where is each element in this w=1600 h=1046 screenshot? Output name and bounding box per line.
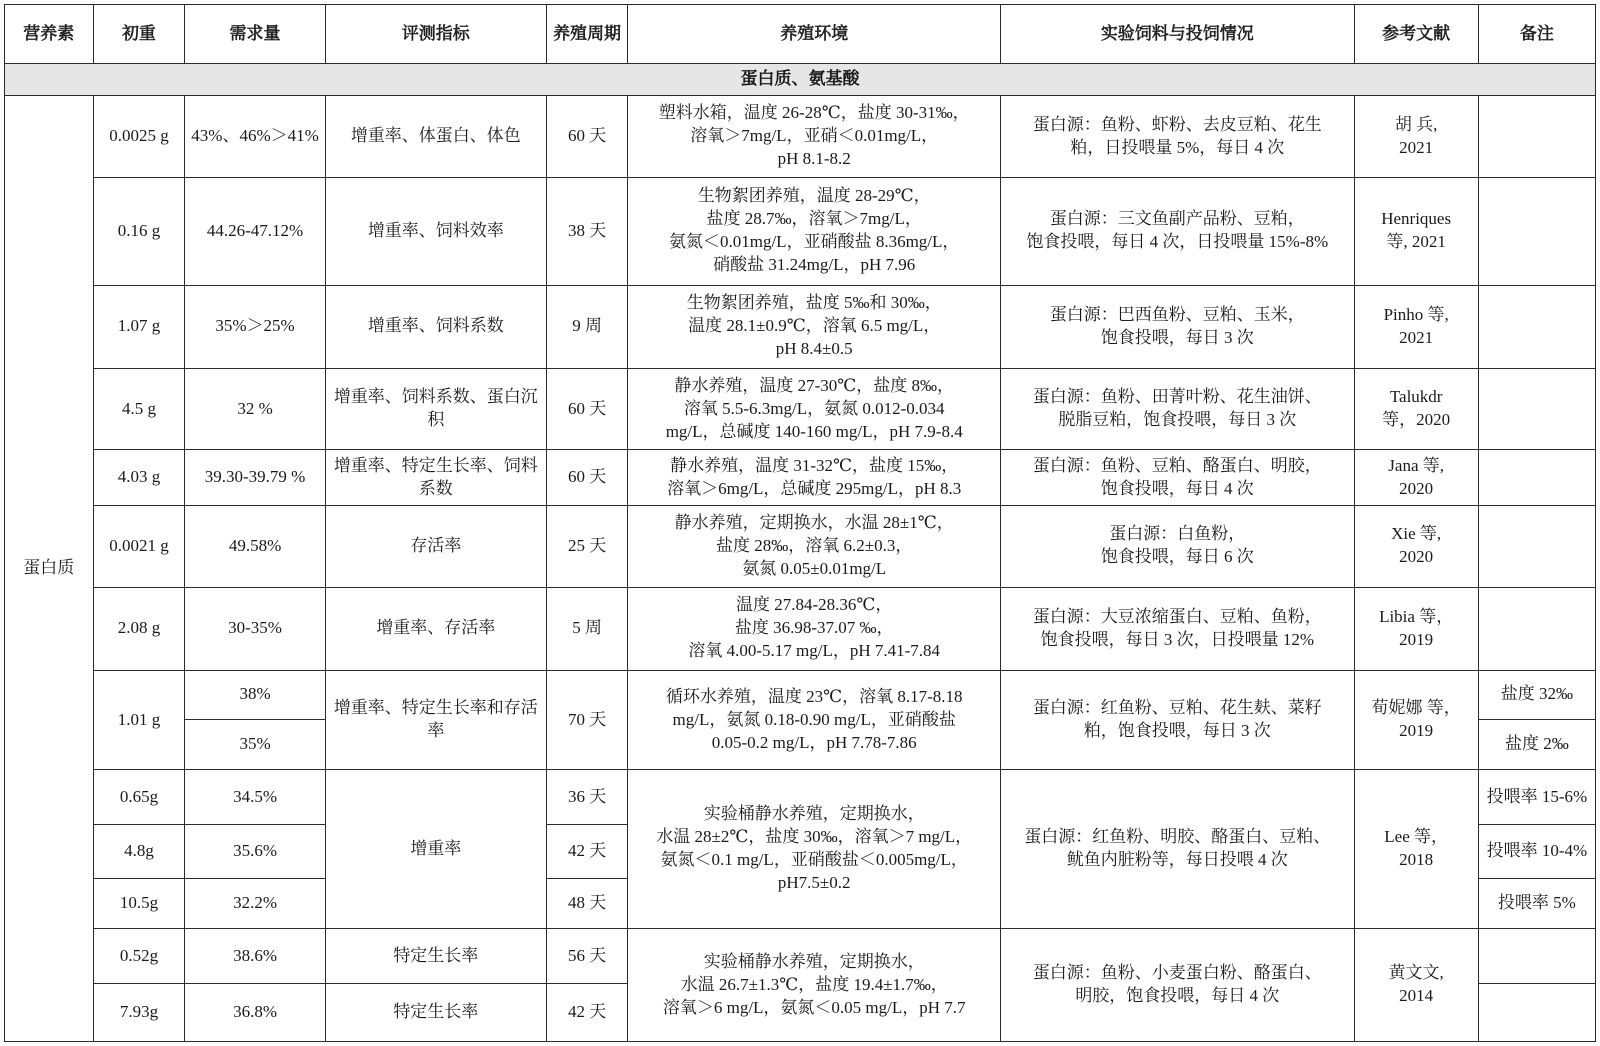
indicator-cell: 特定生长率	[325, 983, 546, 1041]
environment-cell: 生物絮团养殖，温度 28-29℃， 盐度 28.7‰，溶氧＞7mg/L， 氨氮＜0.01mg/L，亚硝酸盐 8.36mg/L， 硝酸盐 31.24mg/L，pH 7.96	[628, 177, 1001, 285]
weight-cell: 4.03 g	[93, 450, 185, 506]
header-feed: 实验饲料与投饲情况	[1001, 5, 1354, 64]
table-row	[5, 177, 1596, 285]
reference-cell: 黄文文, 2014	[1354, 929, 1478, 1042]
section-row	[5, 63, 1596, 96]
environment-cell: 静水养殖，温度 27-30℃，盐度 8‰， 溶氧 5.5-6.3mg/L，氨氮 0.012-0.034 mg/L，总碱度 140-160 mg/L，pH 7.9-8.4	[628, 368, 1001, 449]
table-row	[5, 587, 1596, 670]
cycle-cell: 42 天	[546, 825, 627, 879]
environment-cell: 静水养殖，温度 31-32℃，盐度 15‰， 溶氧＞6mg/L，总碱度 295mg/L，pH 8.3	[628, 450, 1001, 506]
weight-cell: 4.8g	[93, 825, 185, 879]
indicator-cell: 增重率、饲料效率	[325, 177, 546, 285]
weight-cell: 0.16 g	[93, 177, 185, 285]
table-row	[5, 770, 1596, 825]
indicator-cell: 增重率	[325, 770, 546, 929]
table-row	[5, 368, 1596, 449]
feed-cell: 蛋白源：白鱼粉， 饱食投喂，每日 6 次	[1001, 506, 1354, 587]
environment-cell: 实验桶静水养殖，定期换水， 水温 28±2℃，盐度 30‰，溶氧＞7 mg/L， 氨氮＜0.1 mg/L，亚硝酸盐＜0.005mg/L， pH7.5±0.2	[628, 770, 1001, 929]
table-row	[5, 450, 1596, 506]
nutrition-requirement-table	[4, 4, 1596, 1042]
header-nutrient: 营养素	[5, 5, 94, 64]
note-cell: 盐度 2‰	[1478, 719, 1595, 770]
section-title: 蛋白质、氨基酸	[5, 63, 1596, 96]
cycle-cell: 70 天	[546, 670, 627, 770]
indicator-cell: 增重率、存活率	[325, 587, 546, 670]
indicator-cell: 增重率、饲料系数	[325, 285, 546, 368]
cycle-cell: 60 天	[546, 96, 627, 177]
cycle-cell: 9 周	[546, 285, 627, 368]
header-reference: 参考文献	[1354, 5, 1478, 64]
cycle-cell: 36 天	[546, 770, 627, 825]
header-initial-weight: 初重	[93, 5, 185, 64]
header-environment: 养殖环境	[628, 5, 1001, 64]
table-row	[5, 506, 1596, 587]
environment-cell: 实验桶静水养殖，定期换水， 水温 26.7±1.3℃，盐度 19.4±1.7‰， 溶氧＞6 mg/L，氨氮＜0.05 mg/L，pH 7.7	[628, 929, 1001, 1042]
table-row	[5, 285, 1596, 368]
environment-cell: 生物絮团养殖，盐度 5‰和 30‰， 温度 28.1±0.9℃，溶氧 6.5 mg/L， pH 8.4±0.5	[628, 285, 1001, 368]
reference-cell: Libia 等， 2019	[1354, 587, 1478, 670]
feed-cell: 蛋白源：鱼粉、虾粉、去皮豆粕、花生 粕，日投喂量 5%，每日 4 次	[1001, 96, 1354, 177]
note-cell	[1478, 506, 1595, 587]
note-cell	[1478, 587, 1595, 670]
table-row	[5, 929, 1596, 984]
requirement-cell: 38.6%	[185, 929, 326, 984]
indicator-cell: 存活率	[325, 506, 546, 587]
cycle-cell: 48 天	[546, 879, 627, 929]
requirement-cell: 30-35%	[185, 587, 326, 670]
nutrient-cell: 蛋白质	[5, 96, 94, 1042]
reference-cell: Henriques 等, 2021	[1354, 177, 1478, 285]
feed-cell: 蛋白源：大豆浓缩蛋白、豆粕、鱼粉， 饱食投喂，每日 3 次，日投喂量 12%	[1001, 587, 1354, 670]
requirement-cell: 35%	[185, 719, 326, 770]
reference-cell: Xie 等, 2020	[1354, 506, 1478, 587]
indicator-cell: 增重率、饲料系数、蛋白沉积	[325, 368, 546, 449]
requirement-cell: 35%＞25%	[185, 285, 326, 368]
note-cell: 投喂率 10-4%	[1478, 825, 1595, 879]
requirement-cell: 49.58%	[185, 506, 326, 587]
cycle-cell: 5 周	[546, 587, 627, 670]
environment-cell: 温度 27.84-28.36℃， 盐度 36.98-37.07 ‰， 溶氧 4.00-5.17 mg/L，pH 7.41-7.84	[628, 587, 1001, 670]
requirement-cell: 43%、46%＞41%	[185, 96, 326, 177]
header-notes: 备注	[1478, 5, 1595, 64]
environment-cell: 循环水养殖，温度 23℃，溶氧 8.17-8.18 mg/L，氨氮 0.18-0.90 mg/L，亚硝酸盐 0.05-0.2 mg/L，pH 7.78-7.86	[628, 670, 1001, 770]
note-cell	[1478, 929, 1595, 984]
note-cell	[1478, 96, 1595, 177]
note-cell	[1478, 177, 1595, 285]
table-row	[5, 670, 1596, 719]
feed-cell: 蛋白源：红鱼粉、明胶、酪蛋白、豆粕、 鱿鱼内脏粉等，每日投喂 4 次	[1001, 770, 1354, 929]
feed-cell: 蛋白源：鱼粉、小麦蛋白粉、酪蛋白、 明胶，饱食投喂，每日 4 次	[1001, 929, 1354, 1042]
cycle-cell: 56 天	[546, 929, 627, 984]
note-cell	[1478, 450, 1595, 506]
weight-cell: 0.65g	[93, 770, 185, 825]
indicator-cell: 特定生长率	[325, 929, 546, 984]
note-cell	[1478, 983, 1595, 1041]
note-cell: 盐度 32‰	[1478, 670, 1595, 719]
reference-cell: Talukdr 等，2020	[1354, 368, 1478, 449]
cycle-cell: 38 天	[546, 177, 627, 285]
cycle-cell: 60 天	[546, 368, 627, 449]
indicator-cell: 增重率、特定生长率、饲料系数	[325, 450, 546, 506]
note-cell	[1478, 368, 1595, 449]
weight-cell: 0.0025 g	[93, 96, 185, 177]
cycle-cell: 25 天	[546, 506, 627, 587]
requirement-cell: 32.2%	[185, 879, 326, 929]
weight-cell: 0.0021 g	[93, 506, 185, 587]
requirement-cell: 36.8%	[185, 983, 326, 1041]
requirement-cell: 35.6%	[185, 825, 326, 879]
environment-cell: 塑料水箱，温度 26-28℃，盐度 30-31‰， 溶氧＞7mg/L，亚硝＜0.01mg/L， pH 8.1-8.2	[628, 96, 1001, 177]
reference-cell: 荀妮娜 等， 2019	[1354, 670, 1478, 770]
note-cell: 投喂率 5%	[1478, 879, 1595, 929]
environment-cell: 静水养殖，定期换水，水温 28±1℃， 盐度 28‰，溶氧 6.2±0.3， 氨氮 0.05±0.01mg/L	[628, 506, 1001, 587]
reference-cell: Lee 等， 2018	[1354, 770, 1478, 929]
note-cell: 投喂率 15-6%	[1478, 770, 1595, 825]
weight-cell: 1.01 g	[93, 670, 185, 770]
weight-cell: 0.52g	[93, 929, 185, 984]
feed-cell: 蛋白源：鱼粉、豆粕、酪蛋白、明胶， 饱食投喂，每日 4 次	[1001, 450, 1354, 506]
header-cycle: 养殖周期	[546, 5, 627, 64]
header-requirement: 需求量	[185, 5, 326, 64]
feed-cell: 蛋白源：巴西鱼粉、豆粕、玉米， 饱食投喂，每日 3 次	[1001, 285, 1354, 368]
indicator-cell: 增重率、特定生长率和存活率	[325, 670, 546, 770]
requirement-cell: 32 %	[185, 368, 326, 449]
table-row	[5, 96, 1596, 177]
reference-cell: Pinho 等, 2021	[1354, 285, 1478, 368]
requirement-cell: 34.5%	[185, 770, 326, 825]
feed-cell: 蛋白源：鱼粉、田菁叶粉、花生油饼、 脱脂豆粕，饱食投喂，每日 3 次	[1001, 368, 1354, 449]
weight-cell: 10.5g	[93, 879, 185, 929]
cycle-cell: 42 天	[546, 983, 627, 1041]
reference-cell: 胡 兵, 2021	[1354, 96, 1478, 177]
cycle-cell: 60 天	[546, 450, 627, 506]
requirement-cell: 38%	[185, 670, 326, 719]
weight-cell: 2.08 g	[93, 587, 185, 670]
reference-cell: Jana 等, 2020	[1354, 450, 1478, 506]
weight-cell: 4.5 g	[93, 368, 185, 449]
header-indicator: 评测指标	[325, 5, 546, 64]
indicator-cell: 增重率、体蛋白、体色	[325, 96, 546, 177]
note-cell	[1478, 285, 1595, 368]
requirement-cell: 39.30-39.79 %	[185, 450, 326, 506]
header-row	[5, 5, 1596, 64]
requirement-cell: 44.26-47.12%	[185, 177, 326, 285]
feed-cell: 蛋白源：红鱼粉、豆粕、花生麸、菜籽 粕，饱食投喂，每日 3 次	[1001, 670, 1354, 770]
weight-cell: 7.93g	[93, 983, 185, 1041]
feed-cell: 蛋白源：三文鱼副产品粉、豆粕， 饱食投喂，每日 4 次，日投喂量 15%-8%	[1001, 177, 1354, 285]
weight-cell: 1.07 g	[93, 285, 185, 368]
